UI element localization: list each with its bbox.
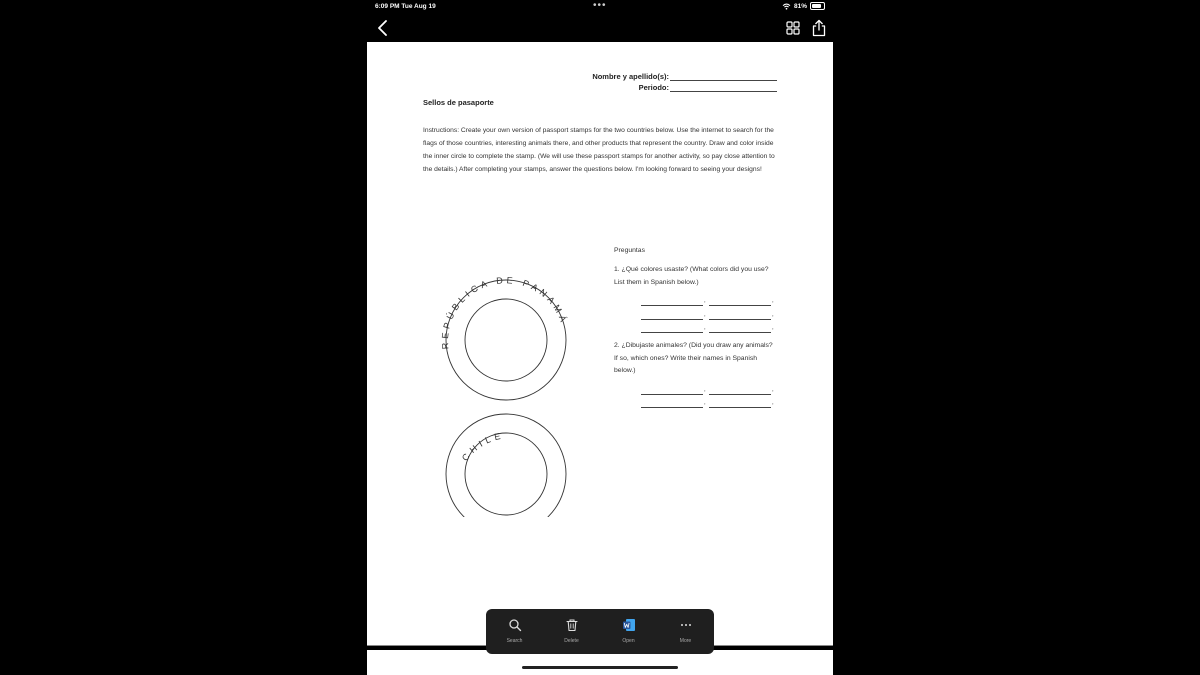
answer-blank[interactable] <box>641 312 703 320</box>
comma: , <box>704 298 706 304</box>
status-right <box>782 2 825 10</box>
name-line <box>670 80 777 81</box>
svg-text:REPÚBLICA DE PANAMÁ <box>440 275 570 349</box>
comma: , <box>772 312 774 318</box>
back-chevron-icon[interactable] <box>374 18 394 38</box>
answer-blank[interactable] <box>709 312 771 320</box>
status-bar <box>365 0 835 14</box>
open-label: Open <box>622 638 635 644</box>
answer-row <box>641 298 781 306</box>
answer-row <box>641 387 781 395</box>
period-label: Periodo: <box>638 83 669 92</box>
answer-blank[interactable] <box>641 298 703 306</box>
svg-text:CHILE <box>460 430 505 463</box>
delete-button[interactable] <box>543 609 600 654</box>
battery-level-fill <box>812 4 821 8</box>
word-icon <box>622 618 636 632</box>
instructions-paragraph: Instructions: Create your own version of passport stamps for the two countries below. Use the internet to search for the flags of those countries, interesting animals there, and other products that represent the country. Draw and color inside the inner circle to complete the stamp. (We will use these passport stamps for another activity, so pay close attention to the details.) After completing your stamps, answer the questions below. I'm looking forward to seeing your designs! <box>423 127 775 173</box>
comma: , <box>772 298 774 304</box>
question-2: 2. ¿Dibujaste animales? (Did you draw any animals? If so, which ones? Write their names in Spanish below.) <box>614 342 773 374</box>
answer-blank[interactable] <box>641 325 703 333</box>
battery-icon <box>810 2 825 10</box>
question-1: 1. ¿Qué colores usaste? (What colors did you use? List them in Spanish below.) <box>614 266 769 286</box>
search-label: Search <box>506 638 523 644</box>
battery-percent: 81% <box>793 2 807 10</box>
answer-blank[interactable] <box>709 325 771 333</box>
status-time: 6:09 PM Tue Aug 19 <box>375 3 436 10</box>
answer-blank[interactable] <box>709 400 771 408</box>
answer-row <box>641 325 781 333</box>
panama-stamp-text: REPÚBLICA DE PANAMÁ <box>439 275 570 350</box>
period-line <box>670 91 777 92</box>
document-heading: Sellos de pasaporte <box>423 98 494 107</box>
comma: , <box>704 325 706 331</box>
search-icon <box>508 618 522 632</box>
more-icon <box>679 618 693 632</box>
passport-stamps <box>437 257 577 517</box>
answer-row <box>641 400 781 408</box>
comma: , <box>772 387 774 393</box>
answer-blank[interactable] <box>641 400 703 408</box>
comma: , <box>772 400 774 406</box>
chile-stamp-text: CHILE <box>459 430 506 463</box>
trash-icon <box>565 618 579 632</box>
answer-blank[interactable] <box>709 298 771 306</box>
open-button[interactable] <box>600 609 657 654</box>
share-icon[interactable] <box>811 19 827 37</box>
comma: , <box>704 312 706 318</box>
answer-blank[interactable] <box>709 387 771 395</box>
delete-label: Delete <box>564 638 579 644</box>
document-page[interactable] <box>367 42 833 646</box>
grid-view-icon[interactable] <box>785 20 801 36</box>
answer-row <box>641 312 781 320</box>
comma: , <box>704 400 706 406</box>
wifi-icon <box>782 3 791 10</box>
bottom-toolbar <box>486 609 714 654</box>
answer-blank[interactable] <box>641 387 703 395</box>
more-button[interactable] <box>657 609 714 654</box>
top-navigation-bar <box>365 14 835 42</box>
comma: , <box>772 325 774 331</box>
more-label: More <box>679 638 692 644</box>
comma: , <box>704 387 706 393</box>
home-indicator[interactable] <box>522 666 678 669</box>
chile-stamp <box>446 414 566 517</box>
name-label: Nombre y apellido(s): <box>592 72 669 81</box>
questions-heading: Preguntas <box>614 247 645 254</box>
search-button[interactable] <box>486 609 543 654</box>
ipad-screen <box>365 0 835 675</box>
panama-stamp <box>440 275 570 400</box>
multitasking-dots[interactable]: ••• <box>593 0 607 11</box>
